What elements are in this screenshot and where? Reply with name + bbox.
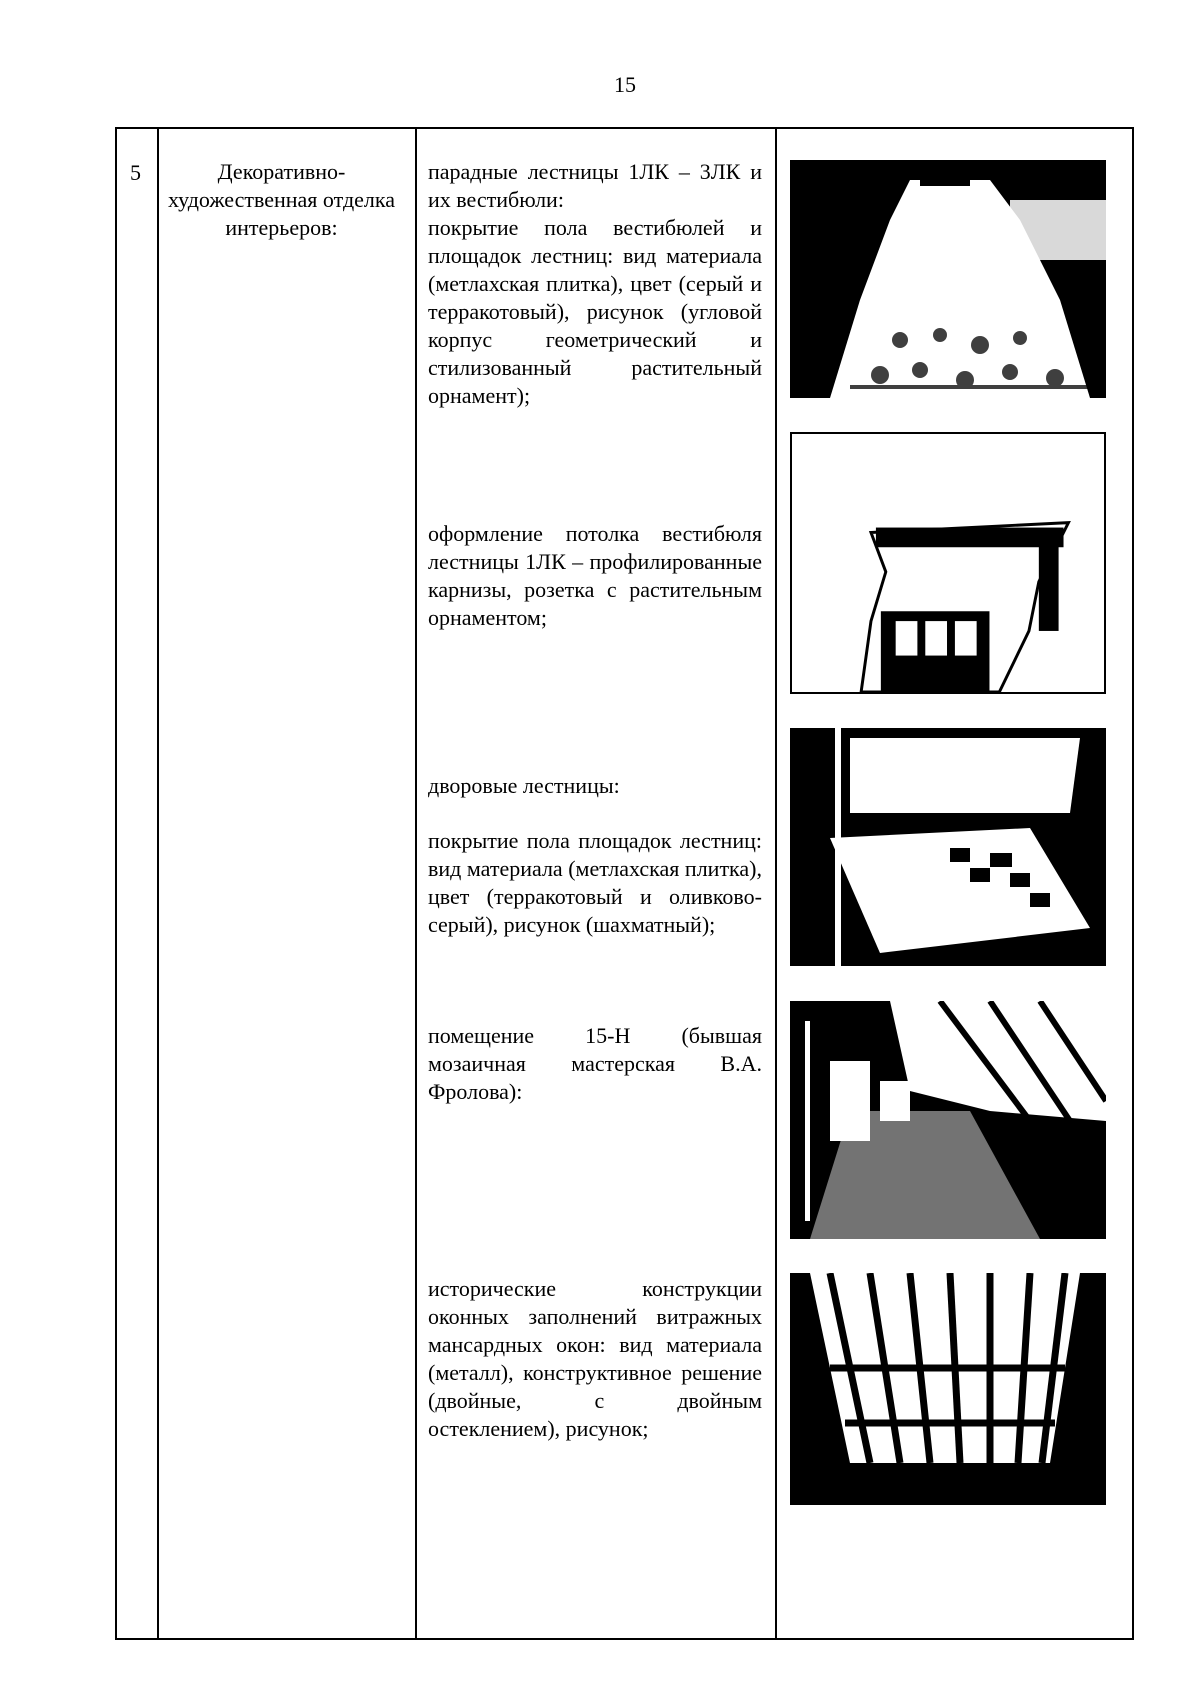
item-text: помещение 15-Н (бывшая мозаичная мастерская В.А. Фролова): [428,1023,762,1104]
column-divider [415,127,417,1640]
item-text: покрытие пола площадок лестниц: вид материала (метлахская плитка), цвет (терракотовый и оливково-серый), рисунок (шахматный); [428,828,762,937]
column-divider [157,127,159,1640]
row-title: Декоративно-художественная отделка интерьеров: [167,159,396,240]
item-text: исторические конструкции оконных заполнений витражных мансардных окон: вид материала (металл), конструктивное решение (двойные, с двойным остеклением), рисунок; [428,1276,762,1441]
row-number: 5 [130,160,141,185]
item-text: покрытие пола вестибюлей и площадок лестниц: вид материала (метлахская плитка), цвет (серый и терракотовый), рисунок (угловой корпус геометрический и стилизованный растительный орнамент); [428,215,762,408]
item-text: парадные лестницы 1ЛК – 3ЛК и их вестибюли: [428,159,762,212]
courtyard-stair-photo [790,728,1106,966]
mansard-window-photo [790,1273,1106,1505]
workshop-room-photo [790,1001,1106,1239]
page-number: 15 [614,72,636,97]
column-divider [775,127,777,1640]
floor-tile-photo [790,160,1106,398]
item-text: дворовые лестницы: [428,773,620,798]
ceiling-photo [790,432,1106,694]
item-text: оформление потолка вестибюля лестницы 1ЛК – профилированные карнизы, розетка с растительным орнаментом; [428,521,762,630]
